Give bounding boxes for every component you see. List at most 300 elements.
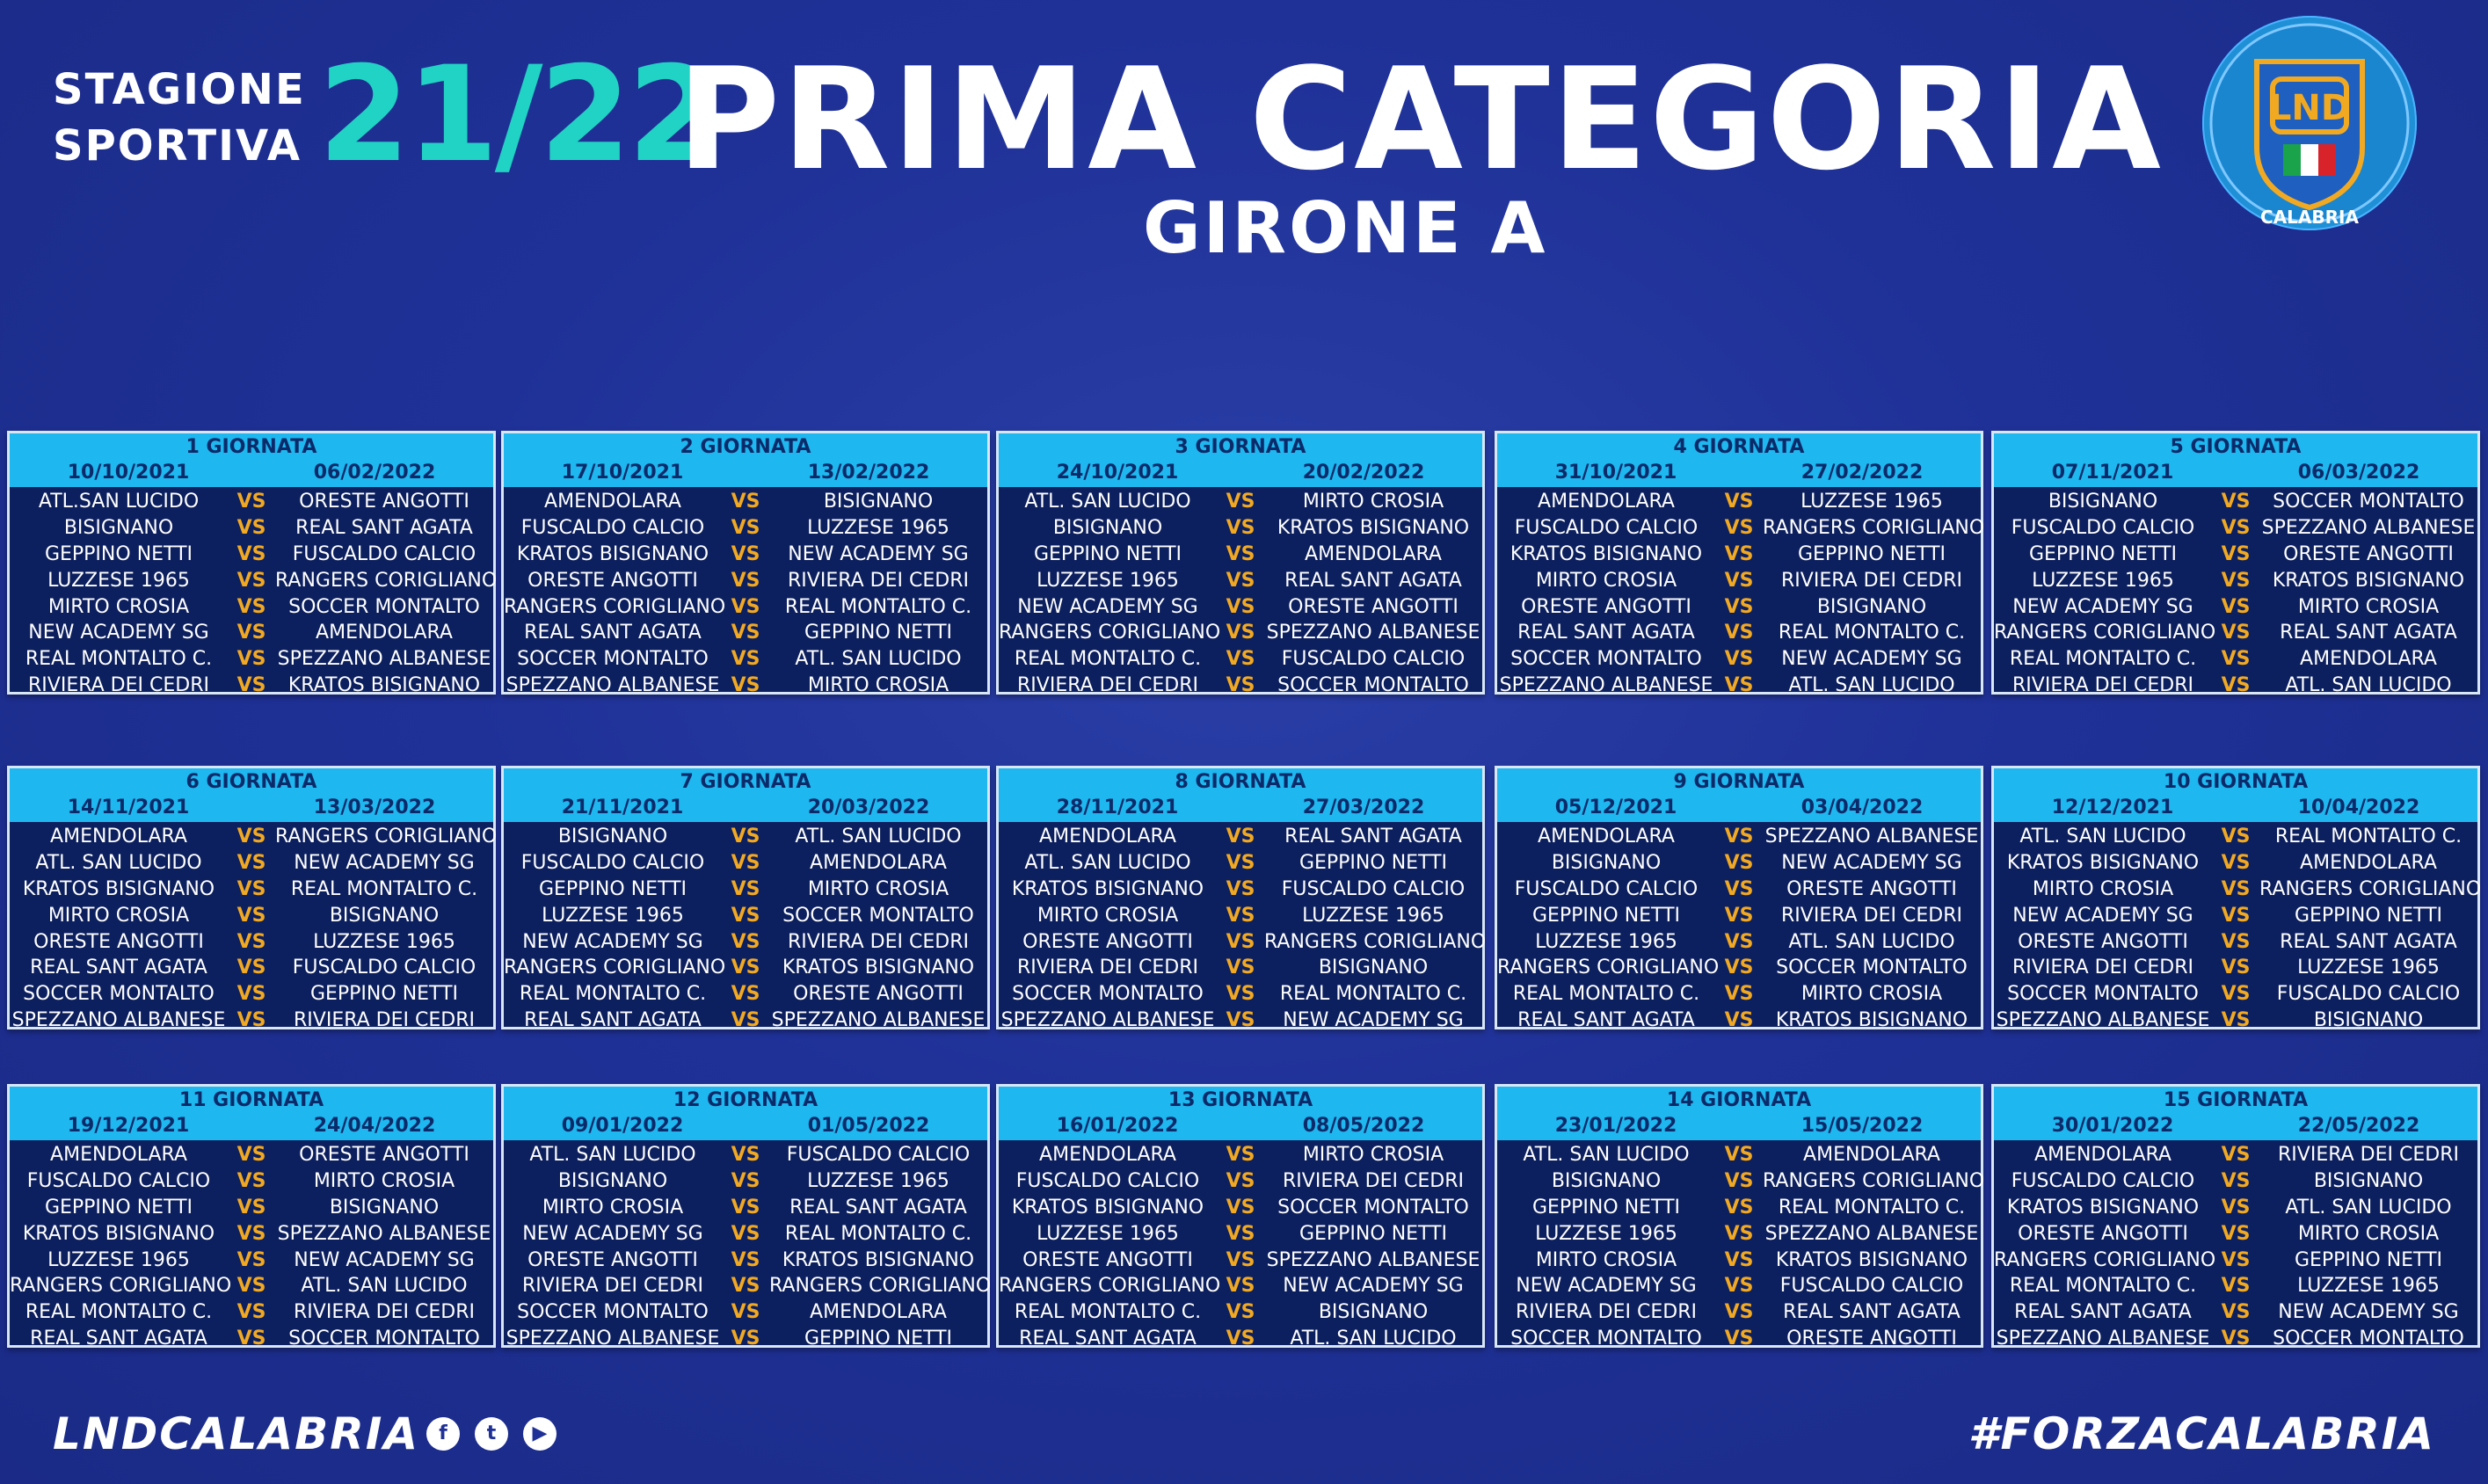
giornata-title: 8 GIORNATA (1175, 771, 1306, 793)
home-team: REAL SANT AGATA (1517, 1008, 1695, 1031)
vs-label: VS (731, 852, 760, 875)
home-team: REAL SANT AGATA (30, 957, 207, 979)
away-team: RANGERS CORIGLIANO (1763, 1170, 1985, 1193)
vs-label: VS (731, 1275, 760, 1298)
home-team: RANGERS CORIGLIANO (999, 1275, 1221, 1298)
away-team: ORESTE ANGOTTI (1786, 1327, 1957, 1349)
away-team: MIRTO CROSIA (1801, 983, 1943, 1006)
home-team: SPEZZANO ALBANESE (1499, 673, 1713, 696)
vs-label: VS (1226, 1144, 1255, 1167)
home-team: SPEZZANO ALBANESE (1996, 1008, 2210, 1031)
vs-label: VS (236, 648, 266, 671)
away-team: BISIGNANO (329, 904, 440, 927)
match-row (1497, 850, 1981, 877)
vs-label: VS (2221, 930, 2251, 953)
vs-label: VS (1724, 1170, 1754, 1193)
home-team: ATL. SAN LUCIDO (2019, 826, 2186, 848)
date-andata: 14/11/2021 (67, 797, 190, 818)
vs-label: VS (731, 673, 760, 696)
match-row (999, 1299, 1482, 1326)
date-andata: 19/12/2021 (67, 1115, 190, 1137)
home-team: REAL MONTALTO C. (2009, 648, 2197, 671)
match-row (1994, 955, 2477, 981)
away-team: LUZZESE 1965 (1302, 904, 1444, 927)
home-team: LUZZESE 1965 (2032, 569, 2174, 592)
home-team: REAL SANT AGATA (2014, 1301, 2192, 1324)
home-team: KRATOS BISIGNANO (1510, 542, 1703, 565)
giornata-title: 6 GIORNATA (186, 771, 317, 793)
match-row (1497, 981, 1981, 1008)
match-list (999, 822, 1487, 1033)
facebook-icon[interactable]: f (426, 1417, 460, 1451)
giornata-title: 14 GIORNATA (1666, 1089, 1812, 1111)
match-row (504, 1299, 987, 1326)
away-team: RANGERS CORIGLIANO (1264, 930, 1487, 953)
match-row (10, 1195, 493, 1221)
vs-label: VS (1724, 877, 1754, 900)
away-team: MIRTO CROSIA (1302, 1144, 1444, 1167)
away-team: KRATOS BISIGNANO (2272, 569, 2465, 592)
vs-label: VS (1724, 1275, 1754, 1298)
vs-label: VS (1226, 622, 1255, 644)
match-row (1994, 1220, 2477, 1247)
match-row (10, 1326, 493, 1352)
away-team: SPEZZANO ALBANESE (771, 1008, 986, 1031)
match-row (10, 673, 493, 699)
home-team: RIVIERA DEI CEDRI (522, 1275, 703, 1298)
away-team: BISIGNANO (1318, 957, 1429, 979)
match-row (504, 877, 987, 903)
vs-label: VS (1226, 673, 1255, 696)
home-team: AMENDOLARA (1538, 826, 1675, 848)
vs-label: VS (1724, 491, 1754, 513)
season-label-line1: STAGIONE (53, 65, 306, 114)
match-row (999, 593, 1482, 620)
match-row (999, 850, 1482, 877)
home-team: MIRTO CROSIA (47, 904, 190, 927)
match-row (999, 1220, 1482, 1247)
vs-label: VS (1724, 1008, 1754, 1031)
home-team: AMENDOLARA (1538, 491, 1675, 513)
vs-label: VS (2221, 1008, 2251, 1031)
giornata-header (1497, 1087, 1981, 1140)
away-team: LUZZESE 1965 (1801, 491, 1943, 513)
match-row (1994, 928, 2477, 955)
vs-label: VS (731, 957, 760, 979)
match-row (1497, 1168, 1985, 1195)
home-team: GEPPINO NETTI (1531, 904, 1681, 927)
away-team: RANGERS CORIGLIANO (1763, 517, 1985, 540)
away-team: ORESTE ANGOTTI (1786, 877, 1957, 900)
away-team: GEPPINO NETTI (309, 983, 459, 1006)
match-row (999, 542, 1482, 568)
giornata-header (1994, 768, 2477, 822)
date-ritorno: 24/04/2022 (313, 1115, 436, 1137)
vs-label: VS (2221, 622, 2251, 644)
away-team: BISIGNANO (2313, 1008, 2424, 1031)
match-row (504, 902, 987, 928)
match-row (10, 1008, 493, 1034)
home-team: GEPPINO NETTI (44, 1196, 193, 1218)
away-team: ATL. SAN LUCIDO (795, 826, 962, 848)
vs-label: VS (1226, 1248, 1255, 1271)
match-list (10, 1140, 493, 1351)
home-team: NEW ACADEMY SG (28, 622, 209, 644)
match-row (1994, 567, 2477, 593)
vs-label: VS (1226, 1170, 1255, 1193)
away-team: RIVIERA DEI CEDRI (294, 1008, 475, 1031)
date-ritorno: 22/05/2022 (2297, 1115, 2420, 1137)
away-team: ATL. SAN LUCIDO (795, 648, 962, 671)
away-team: AMENDOLARA (316, 622, 453, 644)
away-team: MIRTO CROSIA (2297, 595, 2440, 618)
away-team: SPEZZANO ALBANESE (277, 1222, 491, 1245)
giornata-title: 7 GIORNATA (680, 771, 811, 793)
match-row (10, 1220, 493, 1247)
match-row (1497, 928, 1981, 955)
home-team: FUSCALDO CALCIO (2011, 1170, 2195, 1193)
home-team: RANGERS CORIGLIANO (999, 622, 1221, 644)
home-team: ORESTE ANGOTTI (2018, 1222, 2188, 1245)
match-row (504, 824, 987, 850)
away-team: MIRTO CROSIA (2297, 1222, 2440, 1245)
home-team: RIVIERA DEI CEDRI (28, 673, 209, 696)
svg-text:LND: LND (2268, 88, 2351, 128)
vs-label: VS (2221, 1222, 2251, 1245)
match-row (1497, 1220, 1981, 1247)
home-team: AMENDOLARA (2034, 1144, 2172, 1167)
away-team: LUZZESE 1965 (2297, 957, 2440, 979)
date-ritorno: 13/03/2022 (313, 797, 436, 818)
vs-label: VS (1226, 1301, 1255, 1324)
match-row (10, 1168, 493, 1195)
match-row (999, 1273, 1482, 1299)
match-row (1994, 542, 2477, 568)
vs-label: VS (2221, 542, 2251, 565)
home-team: ORESTE ANGOTTI (2018, 930, 2188, 953)
away-team: REAL SANT AGATA (1783, 1301, 1961, 1324)
home-team: ATL. SAN LUCIDO (1523, 1144, 1690, 1167)
vs-label: VS (236, 1301, 266, 1324)
home-team: SOCCER MONTALTO (23, 983, 215, 1006)
home-team: ATL. SAN LUCIDO (1024, 491, 1191, 513)
away-team: ORESTE ANGOTTI (793, 983, 964, 1006)
vs-label: VS (2221, 983, 2251, 1006)
home-team: MIRTO CROSIA (1535, 1248, 1677, 1271)
date-ritorno: 06/02/2022 (313, 462, 436, 484)
giornata-header (1497, 768, 1981, 822)
twitter-icon[interactable]: t (475, 1417, 508, 1451)
home-team: KRATOS BISIGNANO (1011, 1196, 1204, 1218)
vs-label: VS (236, 1008, 266, 1031)
match-row (10, 877, 493, 903)
home-team: BISIGNANO (557, 826, 668, 848)
match-row (504, 981, 987, 1008)
giornata-card (996, 431, 1485, 695)
match-row (1497, 824, 1981, 850)
giornata-header (504, 433, 987, 487)
match-row (504, 542, 987, 568)
away-team: RIVIERA DEI CEDRI (294, 1301, 475, 1324)
vs-label: VS (2221, 1144, 2251, 1167)
home-team: ORESTE ANGOTTI (33, 930, 204, 953)
vs-label: VS (1724, 622, 1754, 644)
vs-label: VS (731, 648, 760, 671)
vs-label: VS (731, 904, 760, 927)
giornata-title: 11 GIORNATA (178, 1089, 324, 1111)
match-row (1994, 515, 2477, 542)
vs-label: VS (236, 491, 266, 513)
giornata-card (996, 1084, 1485, 1348)
date-ritorno: 01/05/2022 (807, 1115, 930, 1137)
match-row (1994, 1273, 2477, 1299)
giornata-header (999, 1087, 1482, 1140)
home-team: REAL MONTALTO C. (519, 983, 707, 1006)
home-team: REAL SANT AGATA (524, 622, 702, 644)
match-row (999, 1168, 1482, 1195)
home-team: RANGERS CORIGLIANO (504, 957, 726, 979)
home-team: FUSCALDO CALCIO (26, 1170, 211, 1193)
home-team: ORESTE ANGOTTI (1521, 595, 1691, 618)
away-team: RIVIERA DEI CEDRI (788, 569, 969, 592)
vs-label: VS (236, 826, 266, 848)
vs-label: VS (1724, 1222, 1754, 1245)
vs-label: VS (1226, 491, 1255, 513)
match-row (1994, 1008, 2477, 1034)
giornata-card (501, 766, 990, 1029)
vs-label: VS (1226, 569, 1255, 592)
away-team: LUZZESE 1965 (807, 517, 949, 540)
home-team: FUSCALDO CALCIO (520, 852, 705, 875)
away-team: ORESTE ANGOTTI (2283, 542, 2454, 565)
away-team: ATL. SAN LUCIDO (1290, 1327, 1457, 1349)
away-team: REAL SANT AGATA (295, 517, 473, 540)
home-team: GEPPINO NETTI (538, 877, 687, 900)
away-team: AMENDOLARA (1305, 542, 1442, 565)
home-team: SOCCER MONTALTO (1012, 983, 1204, 1006)
giornata-header (1994, 1087, 2477, 1140)
svg-text:CALABRIA: CALABRIA (2260, 207, 2359, 228)
lnd-calabria-logo (2202, 16, 2417, 230)
home-team: KRATOS BISIGNANO (1011, 877, 1204, 900)
away-team: RIVIERA DEI CEDRI (1781, 904, 1962, 927)
match-row (504, 1168, 987, 1195)
match-row (1497, 515, 1985, 542)
vs-label: VS (2221, 1248, 2251, 1271)
home-team: MIRTO CROSIA (1037, 904, 1179, 927)
away-team: REAL MONTALTO C. (2274, 826, 2463, 848)
match-row (999, 646, 1482, 673)
home-team: ORESTE ANGOTTI (1022, 930, 1193, 953)
page-subtitle: GIRONE A (1143, 187, 1548, 269)
home-team: NEW ACADEMY SG (1017, 595, 1198, 618)
away-team: AMENDOLARA (810, 1301, 947, 1324)
home-team: BISIGNANO (1551, 1170, 1662, 1193)
match-row (504, 1008, 987, 1034)
away-team: GEPPINO NETTI (1299, 1222, 1448, 1245)
match-row (999, 515, 1482, 542)
home-team: SOCCER MONTALTO (2007, 983, 2199, 1006)
vs-label: VS (236, 930, 266, 953)
away-team: GEPPINO NETTI (1797, 542, 1946, 565)
home-team: ORESTE ANGOTTI (527, 569, 698, 592)
vs-label: VS (2221, 852, 2251, 875)
home-team: BISIGNANO (557, 1170, 668, 1193)
date-andata: 07/11/2021 (2051, 462, 2174, 484)
giornata-header (10, 768, 493, 822)
home-team: GEPPINO NETTI (2028, 542, 2178, 565)
vs-label: VS (236, 673, 266, 696)
home-team: KRATOS BISIGNANO (2006, 1196, 2200, 1218)
match-row (504, 1273, 992, 1299)
away-team: NEW ACADEMY SG (294, 852, 475, 875)
match-row (504, 489, 987, 515)
date-ritorno: 06/03/2022 (2297, 462, 2420, 484)
match-row (1994, 673, 2477, 699)
vs-label: VS (236, 542, 266, 565)
home-team: MIRTO CROSIA (47, 595, 190, 618)
home-team: FUSCALDO CALCIO (2011, 517, 2195, 540)
away-team: REAL SANT AGATA (789, 1196, 967, 1218)
giornata-card (1991, 431, 2480, 695)
away-team: BISIGNANO (1318, 1301, 1429, 1324)
away-team: SOCCER MONTALTO (1277, 673, 1469, 696)
vs-label: VS (1226, 1196, 1255, 1218)
match-row (504, 593, 987, 620)
away-team: NEW ACADEMY SG (1283, 1008, 1464, 1031)
home-team: SPEZZANO ALBANESE (506, 673, 720, 696)
home-team: RIVIERA DEI CEDRI (2012, 673, 2193, 696)
giornata-header (999, 433, 1482, 487)
match-row (504, 1142, 987, 1168)
vs-label: VS (1226, 1222, 1255, 1245)
match-row (10, 1273, 493, 1299)
home-team: KRATOS BISIGNANO (2006, 852, 2200, 875)
home-team: SPEZZANO ALBANESE (11, 1008, 226, 1031)
date-andata: 05/12/2021 (1554, 797, 1677, 818)
giornata-header (10, 1087, 493, 1140)
match-row (1497, 489, 1981, 515)
giornata-card (996, 766, 1485, 1029)
away-team: KRATOS BISIGNANO (1775, 1248, 1968, 1271)
vs-label: VS (1226, 852, 1255, 875)
youtube-icon[interactable]: ▶ (523, 1417, 557, 1451)
match-row (504, 1247, 987, 1273)
vs-label: VS (1226, 1008, 1255, 1031)
vs-label: VS (236, 1222, 266, 1245)
home-team: SOCCER MONTALTO (1510, 1327, 1702, 1349)
match-row (1497, 955, 1981, 981)
vs-label: VS (1226, 904, 1255, 927)
home-team: REAL MONTALTO C. (1512, 983, 1700, 1006)
vs-label: VS (731, 983, 760, 1006)
date-andata: 23/01/2022 (1554, 1115, 1677, 1137)
vs-label: VS (1724, 673, 1754, 696)
match-row (504, 515, 987, 542)
home-team: KRATOS BISIGNANO (516, 542, 709, 565)
giornata-title: 5 GIORNATA (2170, 436, 2302, 458)
match-row (10, 489, 493, 515)
vs-label: VS (731, 491, 760, 513)
match-row (1497, 673, 1981, 699)
giornata-title: 4 GIORNATA (1673, 436, 1805, 458)
away-team: ATL. SAN LUCIDO (1788, 930, 1955, 953)
home-team: SPEZZANO ALBANESE (1996, 1327, 2210, 1349)
match-row (504, 1195, 987, 1221)
vs-label: VS (236, 595, 266, 618)
match-row (504, 955, 987, 981)
match-row (10, 1247, 493, 1273)
home-team: ORESTE ANGOTTI (527, 1248, 698, 1271)
footer-brand: LNDCALABRIA (53, 1408, 420, 1459)
match-row (1497, 902, 1981, 928)
vs-label: VS (2221, 673, 2251, 696)
vs-label: VS (236, 517, 266, 540)
giornata-title: 12 GIORNATA (673, 1089, 818, 1111)
home-team: FUSCALDO CALCIO (520, 517, 705, 540)
vs-label: VS (1226, 517, 1255, 540)
vs-label: VS (731, 595, 760, 618)
match-row (504, 646, 987, 673)
date-andata: 28/11/2021 (1056, 797, 1179, 818)
away-team: RIVIERA DEI CEDRI (788, 930, 969, 953)
vs-label: VS (1724, 957, 1754, 979)
home-team: REAL MONTALTO C. (1014, 648, 1202, 671)
vs-label: VS (1724, 852, 1754, 875)
away-team: KRATOS BISIGNANO (1277, 517, 1470, 540)
home-team: REAL SANT AGATA (30, 1327, 207, 1349)
match-row (1994, 1247, 2477, 1273)
home-team: FUSCALDO CALCIO (1015, 1170, 1200, 1193)
season-label-line2: SPORTIVA (53, 121, 302, 171)
match-list (10, 487, 498, 698)
vs-label: VS (731, 569, 760, 592)
home-team: REAL MONTALTO C. (1014, 1301, 1202, 1324)
date-andata: 31/10/2021 (1554, 462, 1677, 484)
vs-label: VS (731, 1196, 760, 1218)
away-team: AMENDOLARA (2300, 648, 2437, 671)
match-row (1994, 593, 2477, 620)
match-row (999, 877, 1482, 903)
away-team: MIRTO CROSIA (807, 673, 949, 696)
match-row (999, 902, 1482, 928)
home-team: ATL. SAN LUCIDO (1024, 852, 1191, 875)
home-team: MIRTO CROSIA (1535, 569, 1677, 592)
vs-label: VS (1724, 542, 1754, 565)
vs-label: VS (2221, 1327, 2251, 1349)
giornata-header (1994, 433, 2477, 487)
giornata-card (1991, 1084, 2480, 1348)
home-team: LUZZESE 1965 (47, 569, 190, 592)
vs-label: VS (1724, 930, 1754, 953)
home-team: KRATOS BISIGNANO (22, 1222, 215, 1245)
home-team: REAL MONTALTO C. (2009, 1275, 2197, 1298)
vs-label: VS (2221, 595, 2251, 618)
vs-label: VS (2221, 517, 2251, 540)
vs-label: VS (731, 1327, 760, 1349)
match-list (1994, 822, 2482, 1033)
match-row (1994, 981, 2477, 1008)
away-team: NEW ACADEMY SG (788, 542, 969, 565)
giornata-card (501, 431, 990, 695)
away-team: BISIGNANO (1816, 595, 1927, 618)
home-team: SOCCER MONTALTO (1510, 648, 1702, 671)
home-team: AMENDOLARA (1039, 826, 1176, 848)
away-team: KRATOS BISIGNANO (1775, 1008, 1968, 1031)
giornata-title: 9 GIORNATA (1673, 771, 1805, 793)
home-team: RANGERS CORIGLIANO (1994, 1248, 2216, 1271)
away-team: ATL. SAN LUCIDO (2285, 673, 2452, 696)
